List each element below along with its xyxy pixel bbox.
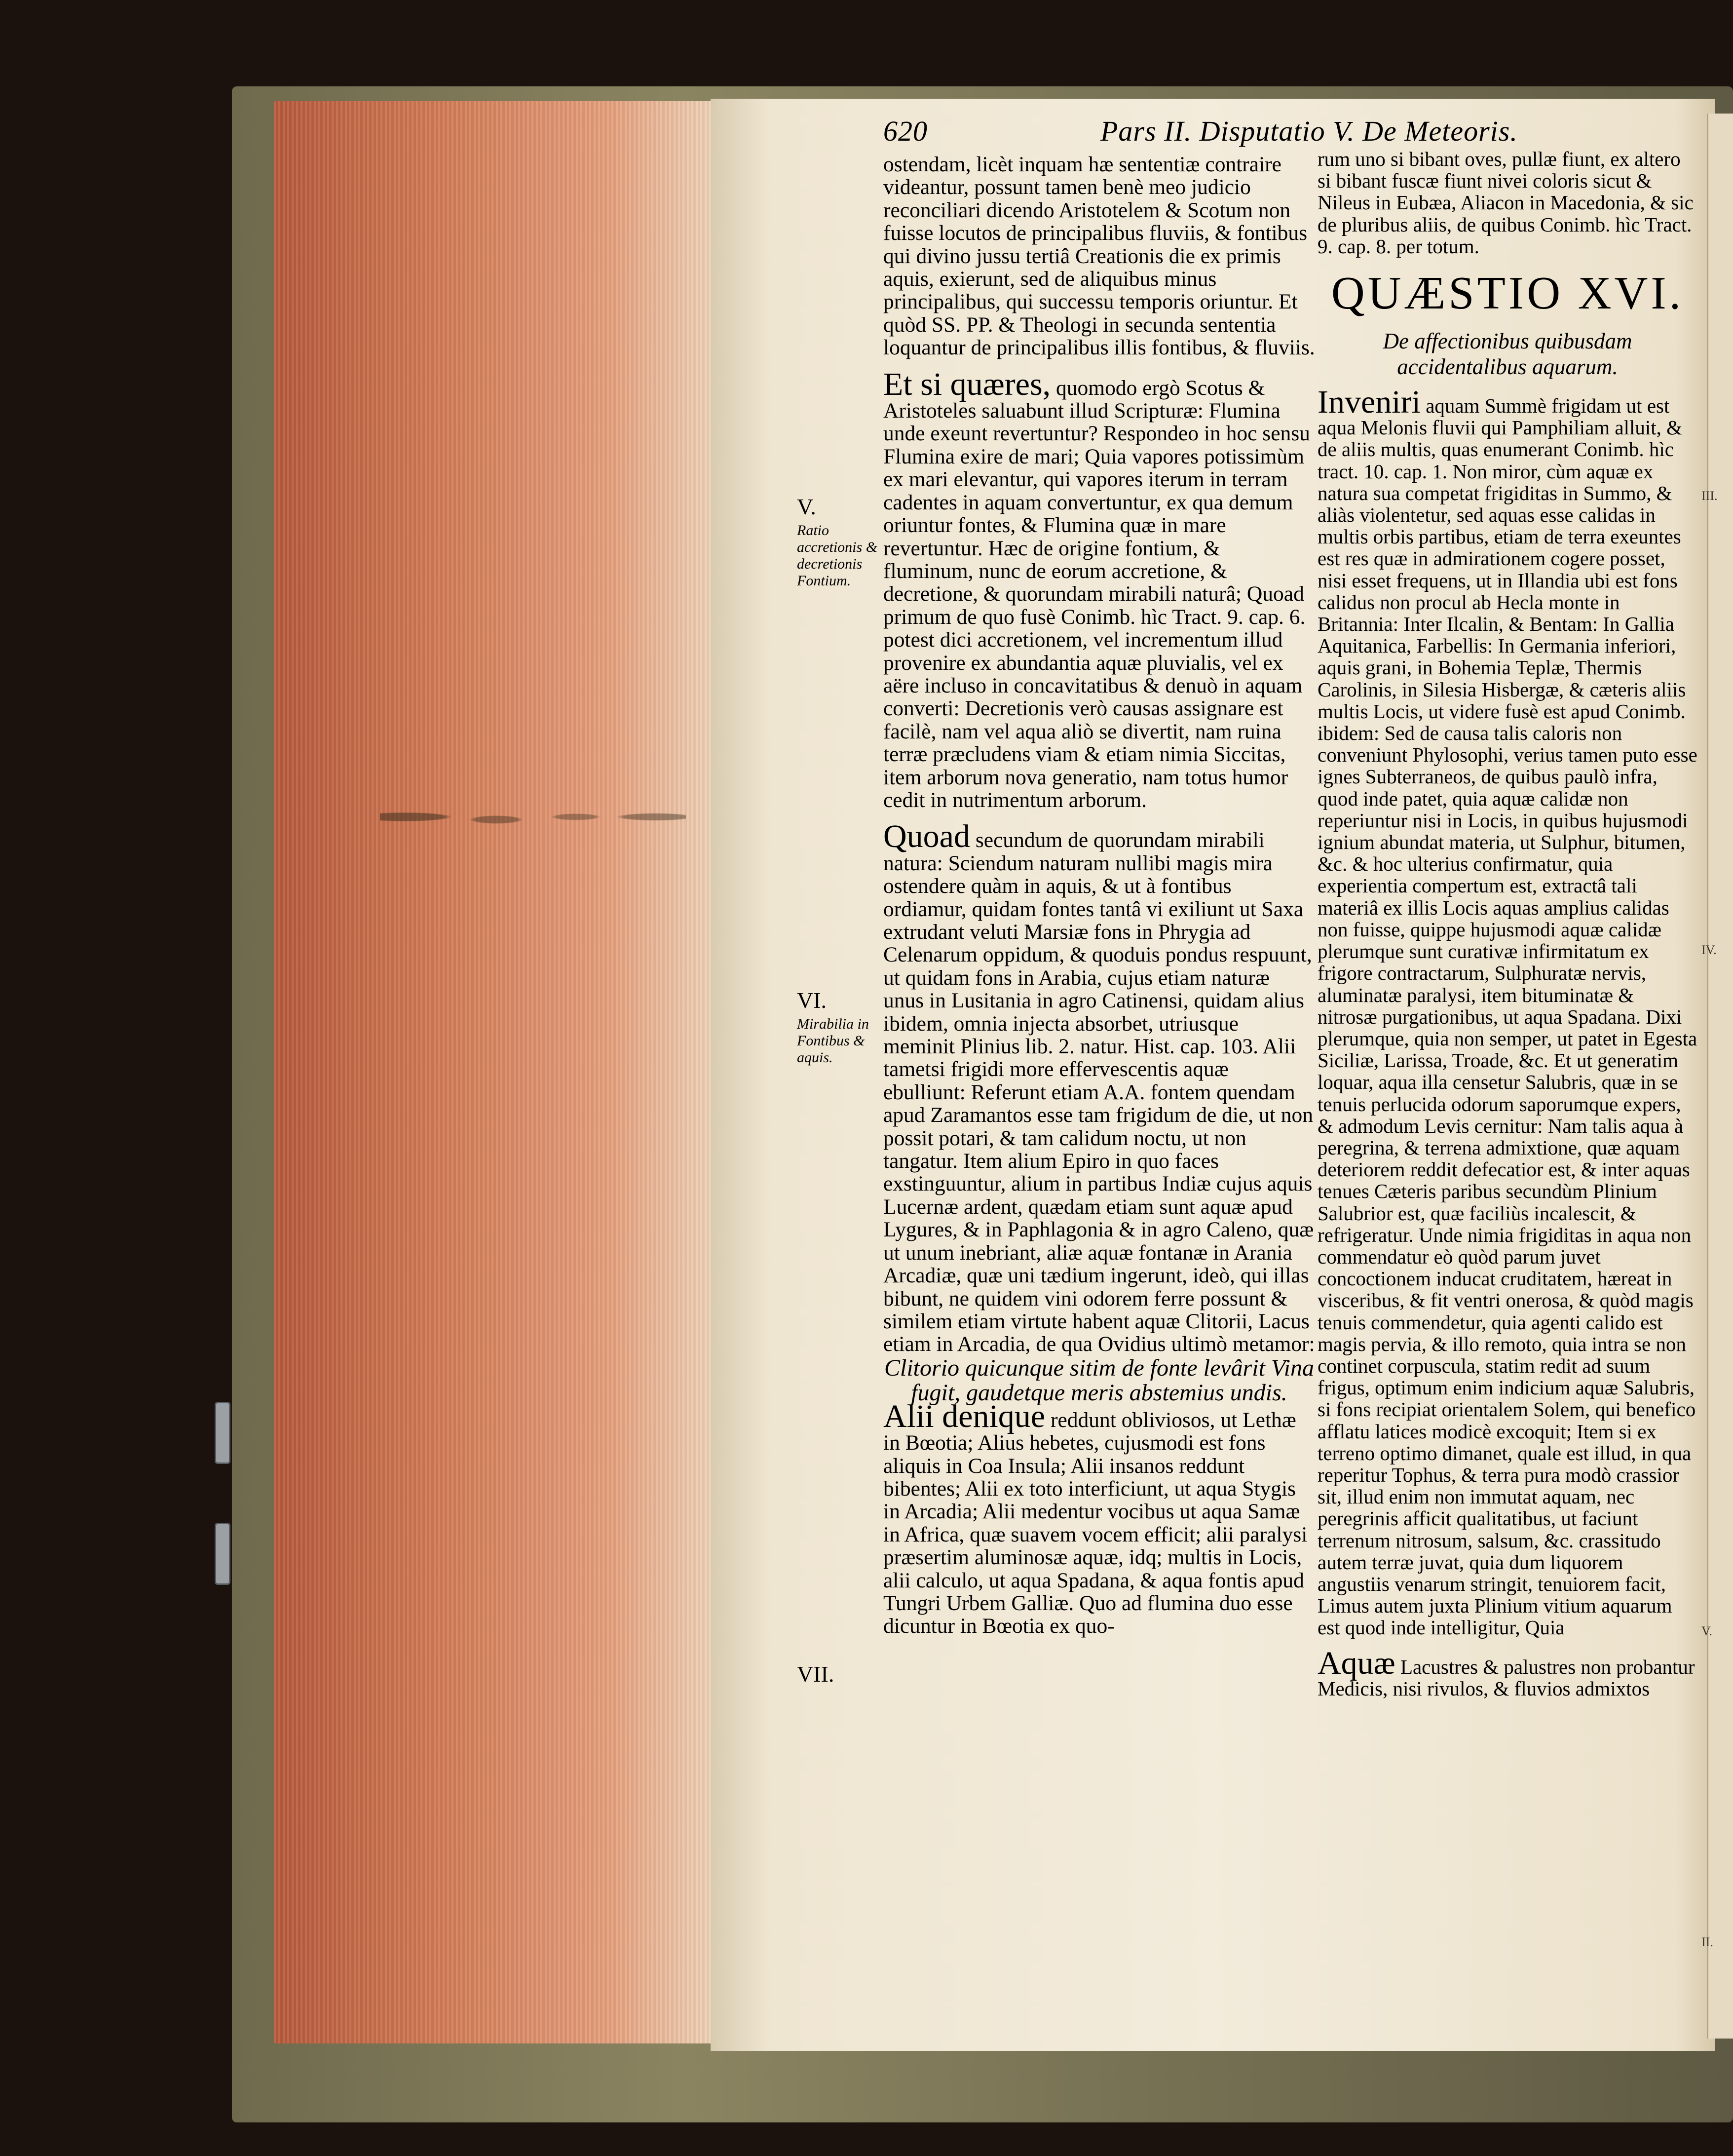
section-initial: Aquæ	[1318, 1645, 1395, 1681]
margin-note-v	[797, 494, 878, 589]
quaestio-heading: QUÆSTIO XVI.	[1331, 268, 1684, 319]
paragraph	[1318, 384, 1697, 1639]
paragraph-text: Lacustres & palustres non probantur Medicis, nisi rivulos, & fluvios admixtos	[1318, 1655, 1695, 1700]
margin-gloss: Mirabilia in Fontibus & aquis.	[797, 1016, 869, 1066]
paragraph: ostendam, licèt inquam hæ sententiæ contraire videantur, possunt tamen benè meo judicio reconciliari dicendo Aristotelem & Scotum non fuisse locutos de principalibus fluviis, & fontibus qui divino jussu tertiâ Creationis die ex primis aquis, exierunt, sed de aliquibus minus principalibus, qui successu temporis oriuntur. Et quòd SS. PP. & Theologi in secunda sententia loquantur de principalibus illis fontibus, & fluviis.	[883, 153, 1315, 360]
right-margin-fragment: IV.	[1701, 943, 1717, 957]
verse-quotation: Clitorio quicunque sitim de fonte levârit Vina fugit, gaudetque meris abstemius undis.	[884, 1354, 1314, 1406]
clasp-lower	[215, 1523, 230, 1585]
gilt-page-edge	[274, 101, 720, 2043]
paragraph-text: aquam Summè frigidam ut est aqua Melonis fluvii qui Pamphiliam alluit, & de aliis multis, quas enumerant Conimb. hìc tract. 10. cap. 1. Non miror, cùm aquæ ex natura sua competat frigiditas in Summo, & aliàs violentetur, sed aquas esse calidas in multis orbis partibus, etiam de terra exeuntes est res quæ in admirationem cogere posset, nisi esset frequens, ut in Illandia ubi est fons calidus non procul ab Hecla monte in Britannia: Inter Ilcalin, & Bentam: In Gallia Aquitanica, Farbellis: In Germania inferiori, aquis grani, in Bohemia Teplæ, Thermis Carolinis, in Silesia Hisbergæ, & cæteris aliis multis Locis, ut videre fusè est apud Conimb. ibidem: Sed de causa talis caloris non conveniunt Phylosophi, verius tamen puto esse ignes Subterraneos, de quibus paulò infra, quod inde patet, quia aquæ calidæ non reperiuntur nisi in Locis, in quibus hujusmodi ignium abundat materia, ut Sulphur, bitumen, &c. & hoc ulterius confirmatur, quia experientia compertum est, extractâ tali materiâ ex illis Locis aquas amplius calidas non fuisse, quippe hujusmodi aquæ calidæ plerumque sunt curativæ infirmitatum ex frigore contractarum, Sulphuratæ nervis, aluminatæ paralysi, item bituminatæ & nitrosæ purgationibus, ut aqua Spadana. Dixi plerumque, quia non semper, ut patet in Egesta Siciliæ, Larissa, Troade, &c. Et ut generatim loquar, aqua illa censetur Salubris, quæ in se tenuis perlucida odorum saporumque expers, & admodum Levis cernitur: Nam talis aqua à peregrina, & terrena admixtione, quæ aquam deteriorem reddit defecatior est, & inter aquas tenues Cæteris paribus secundùm Plinium Salubrior est, quæ faciliùs incalescit, & refrigeratur. Unde nimia frigiditas in aqua non commendatur eò quòd parum juvet concoctionem inducat cruditatem, hæreat in visceribus, & fit ventri onerosa, & quòd magis tenuis commendetur, quia agenti calido est magis pervia, & illo remoto, quia intra se non continet corpuscula, statim redit ad suum frigus, optimum enim indicium aquæ Salubris, si fons recipiat orientalem Solem, qui benefico afflatu latices modicè excoquit; Item si ex terreno optimo dimanet, quale est illud, in qua reperitur Tophus, & terra pura modò crassior sit, illud enim non immutat aquam, nec peregrinis afficit qualitatibus, ut faciunt terrenum nitrosum, salsum, &c. crassitudo autem terræ juvat, quia dum liquorem angustiis venarum stringit, tenuiorem facit, Limus autem juxta Plinium vitium aquarum est quod inde intelligitur, Quia	[1318, 394, 1697, 1639]
page-edge-stain	[380, 790, 686, 844]
section-initial: Et si quæres,	[883, 366, 1051, 402]
right-margin-fragment: V.	[1701, 1624, 1712, 1638]
paragraph	[883, 1398, 1315, 1638]
margin-note-vi	[797, 988, 878, 1066]
margin-number: VI.	[797, 988, 827, 1013]
paragraph	[1318, 1645, 1697, 1700]
paragraph-text: quomodo ergò Scotus & Aristoteles saluabunt illud Scripturæ: Flumina unde exeunt revertuntur? Respondeo in hoc sensu Flumina exire de mari; Quia vapores potissimùm ex mari elevantur, qui vapores iterum in terram cadentes in aquam convertuntur, ex qua demum oriuntur fontes, & Flumina quæ in mare revertuntur. Hæc de origine fontium, & fluminum, nunc de eorum accretione, & decretione, & quorundam mirabili naturâ; Quoad primum de quo fusè Conimb. hìc Tract. 9. cap. 6. potest dici accretionem, vel incrementum illud provenire ex abundantia aquæ pluvialis, vel ex aëre incluso in concavitatibus & denuò in aquam converti: Decretionis verò causas assignare est facilè, nam vel aqua aliò se divertit, nam ruina terræ præcludens viam & etiam nimia Siccitas, item arborum nova generatio, nam totus humor cedit in nutrimentum arborum.	[883, 376, 1310, 812]
clasp-upper	[215, 1402, 230, 1464]
paragraph	[883, 366, 1315, 812]
running-title: Pars II. Disputatio V. De Meteoris.	[1100, 115, 1518, 147]
quaestio-subtitle: De affectionibus quibusdam accidentalibus aquarum.	[1383, 329, 1632, 380]
margin-number: V.	[797, 494, 816, 519]
section-initial: Quoad	[883, 818, 970, 855]
section-initial: Alii denique	[883, 1398, 1046, 1434]
paragraph: rum uno si bibant oves, pullæ fiunt, ex altero si bibant fuscæ fiunt nivei coloris sicut & Nileus in Eubæa, Aliacon in Macedonia, & sic de pluribus aliis, de quibus Conimb. hìc Tract. 9. cap. 8. per totum.	[1318, 148, 1694, 258]
right-margin-fragment: III.	[1701, 489, 1718, 503]
section-initial: Inveniri	[1318, 384, 1421, 421]
paragraph	[883, 818, 1315, 1356]
paragraph-text: secundum de quorundam mirabili natura: Sciendum naturam nullibi magis mira ostendere quàm in aquis, & ut à fontibus ordiamur, quidam fontes tantâ vi exiliunt ut Saxa extrudant veluti Marsiæ fons in Phrygia ad Celenarum oppidum, & quoduis pondus respuunt, ut quidam fons in Arabia, cujus etiam naturæ unus in Lusitania in agro Catinensi, quidam alius ibidem, omnia injecta absorbet, utriusque meminit Plinius lib. 2. natur. Hist. cap. 103. Alii tametsi frigidi more effervescentis aquæ ebulliunt: Referunt etiam A.A. fontem quendam apud Zaramantos esse tam frigidum de die, ut non possit potari, & tam calidum noctu, ut non tangatur. Item alium Epiro in quo faces exstinguuntur, alium in partibus Indiæ cujus aquis Lucernæ ardent, quædam etiam sunt aquæ apud Lygures, & in Paphlagonia & in agro Caleno, quæ ut unum inebriant, aliæ aquæ fontanæ in Arania Arcadiæ, quæ uni tædium ingerunt, ideò, qui illas bibunt, ne quidem vini odorem ferre possunt & similem etiam virtute habent aquæ Clitorii, Lacus etiam in Arcadia, de qua Ovidius ultimò metamor:	[883, 828, 1315, 1356]
right-text-column	[1318, 148, 1697, 1699]
page-number: 620	[883, 115, 928, 147]
next-page-edge	[1707, 114, 1733, 2039]
margin-number: VII.	[797, 1661, 834, 1687]
margin-note-vii	[797, 1661, 878, 1690]
margin-gloss: Ratio accretionis & decretionis Fontium.	[797, 522, 878, 589]
paragraph-text: reddunt obliviosos, ut Lethæ in Bœotia; Alius hebetes, cujusmodi est fons aliquis in Coa Insula; Alii insanos reddunt bibentes; Alii ex toto interficiunt, ut aqua Stygis in Arcadia; Alii medentur vocibus ut aqua Samæ in Africa, quæ suavem vocem efficit; alii paralysi præsertim aluminosæ aquæ, idq; multis in Locis, alii calculo, ut aqua Spadana, & aqua fontis apud Tungri Urbem Galliæ. Quo ad flumina duo esse dicuntur in Bœotia ex quo-	[883, 1408, 1308, 1638]
right-margin-fragment: II.	[1701, 1935, 1713, 1949]
left-text-column	[883, 153, 1315, 1638]
